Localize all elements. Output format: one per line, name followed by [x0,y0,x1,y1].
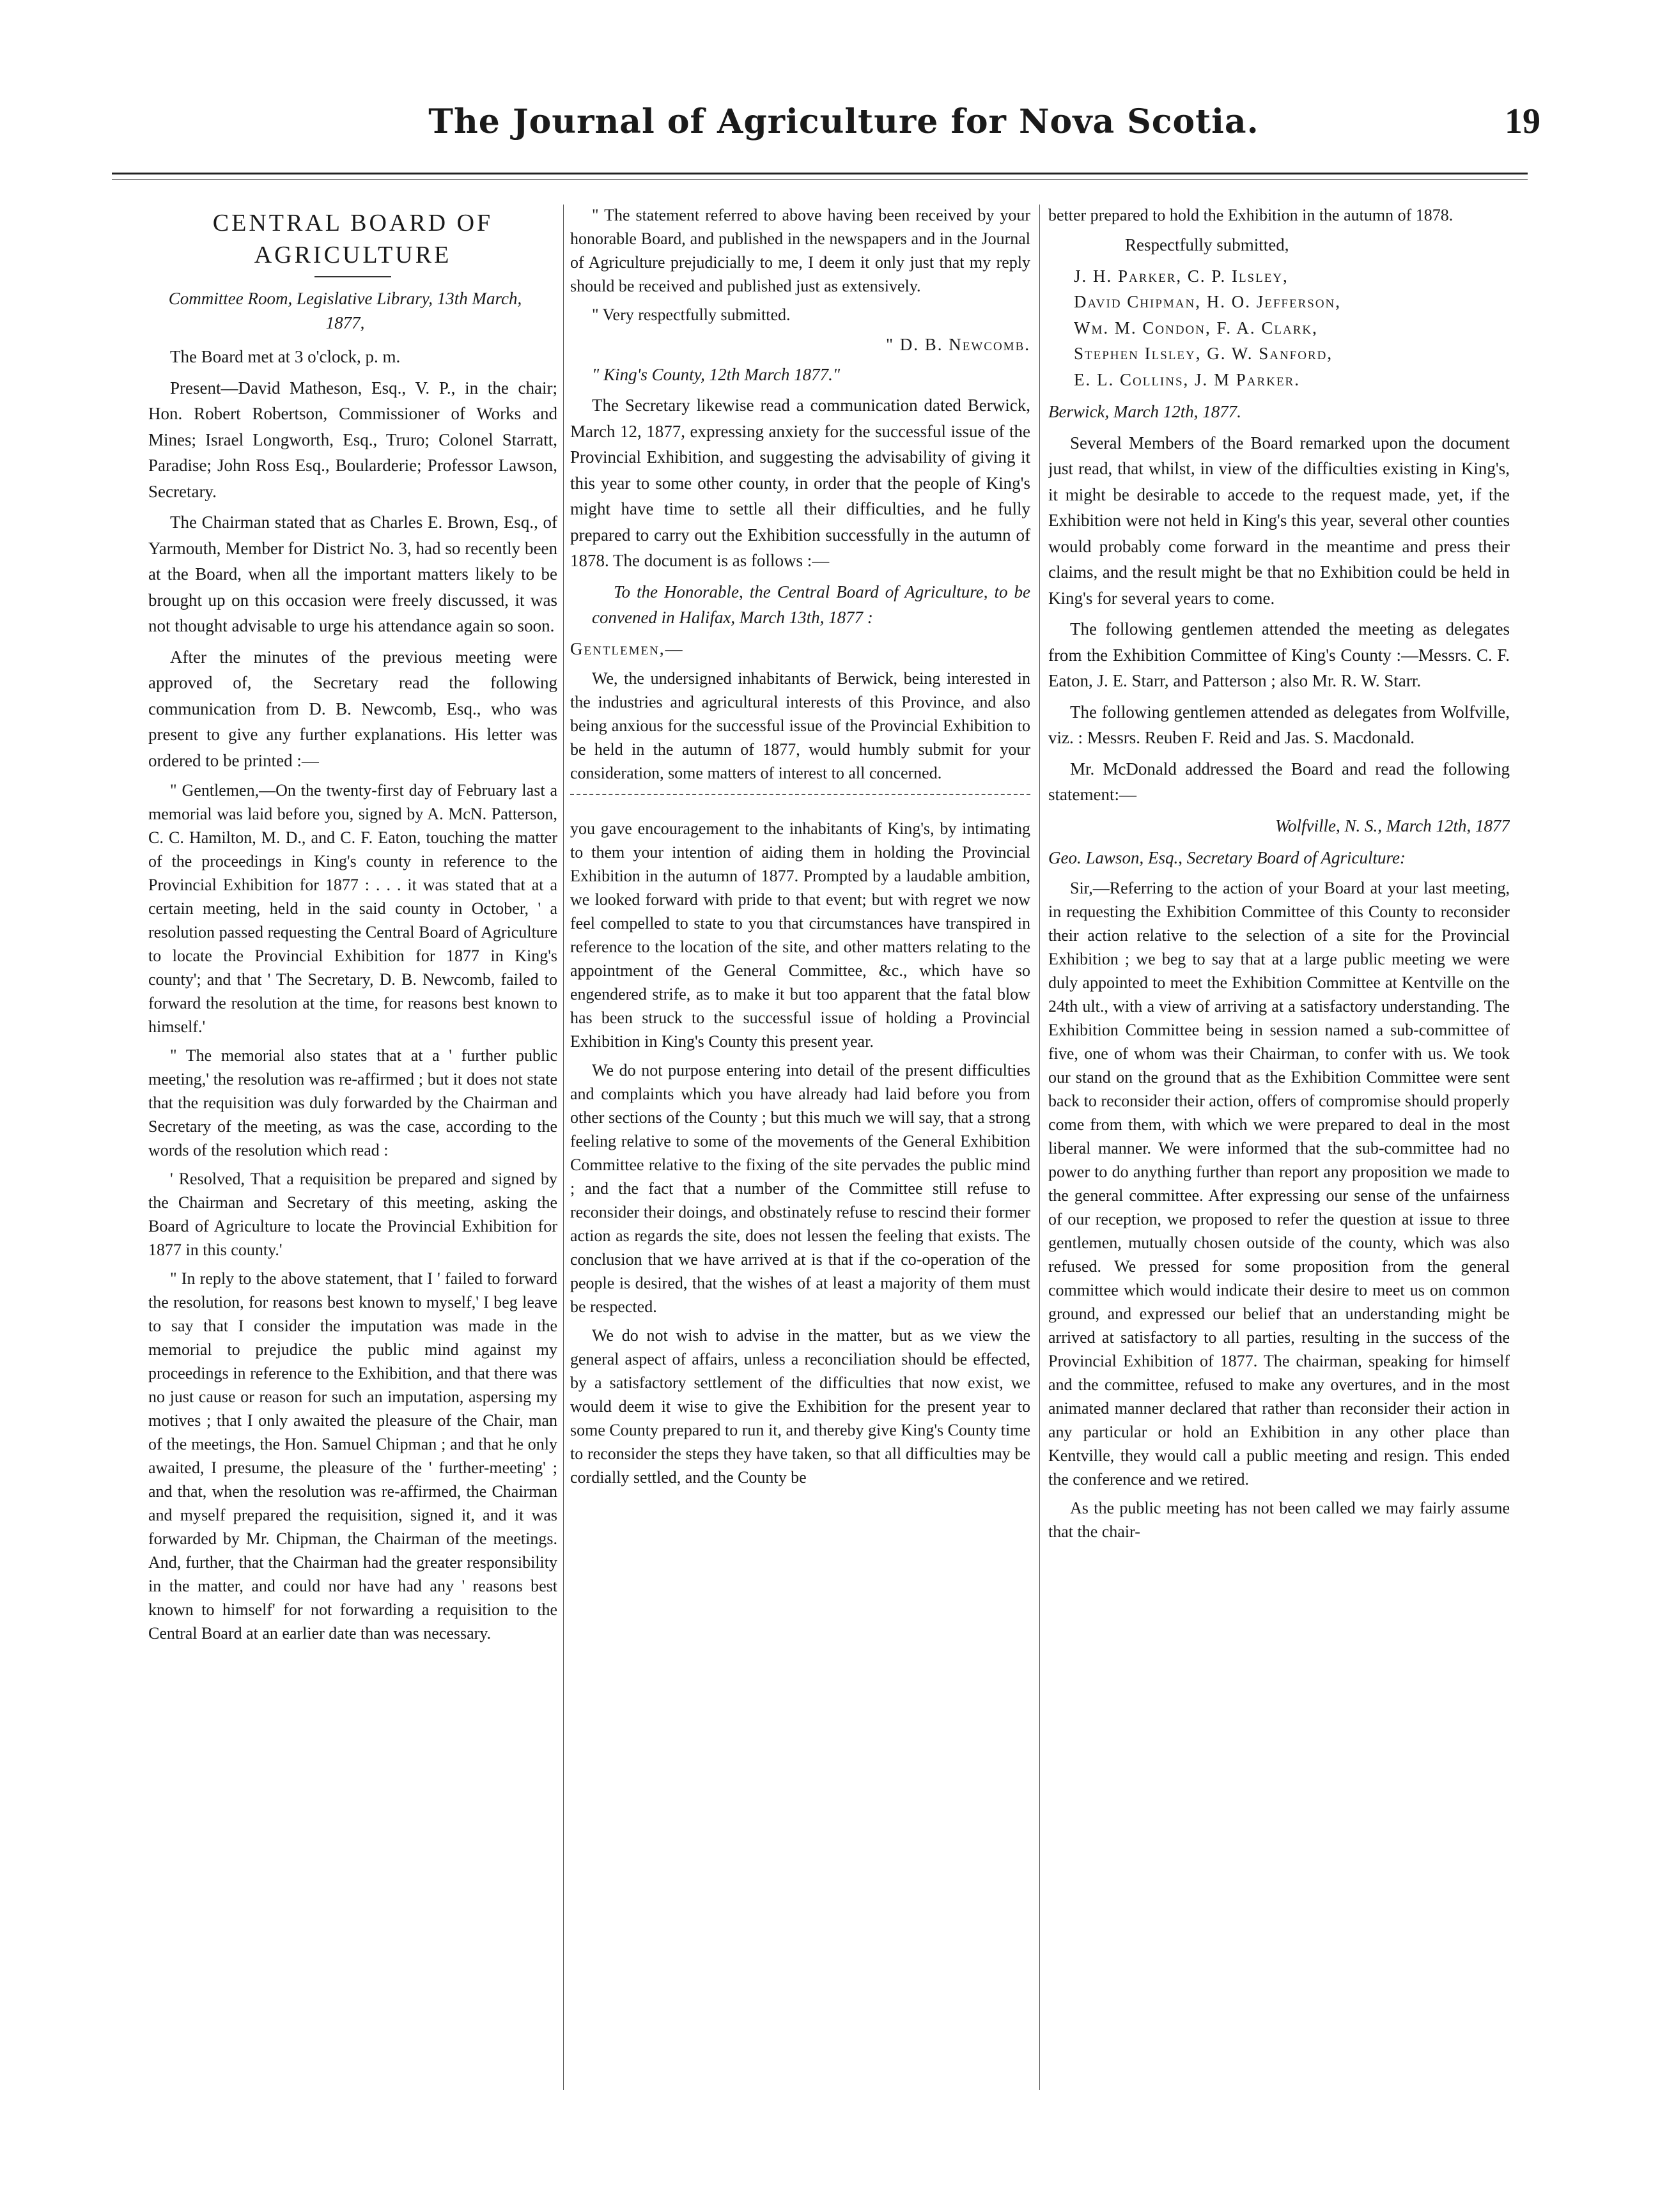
damaged-line [570,794,1030,808]
signature-place: " King's County, 12th March 1877." [592,364,841,384]
meeting-dateline: Committee Room, Legislative Library, 13th March, 1877, [168,289,522,332]
paragraph: The Secretary likewise read a communication dated Berwick, March 12, 1877, expressing anxiety for the successful issue of the Provincial Exhibition, and suggesting the advisability of giving it this year to some other county, in order that the people of King's might have time to settle all their difficulties, and he fully prepared to carry out the Exhibition successfully in the autumn of 1878. The document is as follows :— [570,396,1030,570]
paragraph: The following gentlemen attended the meeting as delegates from the Exhibition Committee of King's County :—Messrs. C. F. Eaton, J. E. Starr, and Patterson ; also Mr. R. W. Starr. [1048,619,1510,690]
paragraph: " The statement referred to above having been received by your honorable Board, and published in the newspapers and in the Journal of Agriculture prejudicially to me, I deem it only just that my reply should be received and published just as extensively. [570,206,1030,295]
signatory-row: Stephen Ilsley, G. W. Sanford, [1074,344,1333,363]
signature: " D. B. Newcomb. [885,335,1030,354]
page-header [147,96,1540,166]
paragraph: " The memorial also states that at a ' further public meeting,' the resolution was re-affirmed ; but it does not state that the requisition was duly forwarded by the Chairman and Secretary of the meeting, as was the case, according to the words of the resolution which read : [148,1046,557,1159]
letter-address: Geo. Lawson, Esq., Secretary Board of Agriculture: [1048,848,1406,867]
paragraph: The following gentlemen attended as delegates from Wolfville, viz. : Messrs. Reuben F. Reid and Jas. S. Macdonald. [1048,702,1510,747]
paragraph: you gave encouragement to the inhabitants of King's, by intimating to them your intention of aiding them in holding the Provincial Exhibition in the autumn of 1877. Prompted by a laudable ambition, we looked forward with pride to that event; but with regret we now feel compelled to state to you that circumstances have transpired in reference to the location of the site, and other matters relating to the appointment of the General Committee, &c., which have so engendered strife, as to make it but too apparent that the fatal blow has been struck to the successful issue of holding a Provincial Exhibition in King's County this present year. [570,819,1030,1051]
signatory-row: Wm. M. Condon, F. A. Clark, [1074,318,1318,337]
article-heading: CENTRAL BOARD OF AGRICULTURE [212,210,493,268]
letter-address: To the Honorable, the Central Board of Agriculture, to be convened in Halifax, March 13th, 1877 : [592,582,1030,627]
paragraph: We, the undersigned inhabitants of Berwick, being interested in the industries and agricultural interests of this Province, and also being anxious for the successful issue of the Provincial Exhibition to be held in the autumn of 1877, would humbly submit for your consideration, some matters of interest to all concerned. [570,669,1030,782]
letter-dateline: Wolfville, N. S., March 12th, 1877 [1275,816,1510,835]
column-1 [148,203,557,2095]
heading-rule [314,276,391,277]
paragraph: " Gentlemen,—On the twenty-first day of February last a memorial was laid before you, signed by A. McN. Patterson, C. C. Hamilton, M. D., and C. F. Eaton, touching the matter of the proceedings in King's county in reference to the Provincial Exhibition for 1877 : . . . it was stated that at a certain meeting, held in the said county in October, ' a resolution passed requesting the Central Board of Agriculture to locate the Provincial Exhibition for 1877 in King's county'; and that ' The Secretary, D. B. Newcomb, failed to forward the resolution at the time, for reasons best known to himself.' [148,781,557,1036]
paragraph: Present—David Matheson, Esq., V. P., in the chair; Hon. Robert Robertson, Commissioner of Works and Mines; Israel Longworth, Esq., Truro; Colonel Starratt, Paradise; John Ross Esq., Boularderie; Professor Lawson, Secretary. [148,378,557,501]
signatory-row: E. L. Collins, J. M Parker. [1074,369,1300,389]
paragraph: As the public meeting has not been called we may fairly assume that the chair- [1048,1498,1510,1541]
paragraph: Sir,—Referring to the action of your Board at your last meeting, in requesting the Exhibition Committee of this County to reconsider their action relative to the selection of a site for the Provincial Exhibition ; we beg to say that at a large public meeting we were duly appointed to meet the Exhibition Committee at Kentville on the 24th ult., with a view of arriving at a satisfactory understanding. The Exhibition Committee being in session named a sub-committee of five, one of whom was their Chairman, to confer with us. We took our stand on the ground that as the Exhibition Committee were sent back to reconsider their action, offers of compromise should properly come from them, with which we were prepared to deal in the most liberal manner. We were informed that the sub-committee had no power to do anything further than report any proposition we made to the general committee. After expressing our sense of the unfairness of our reception, we proposed to refer the question at issue to three gentlemen, mutually chosen outside of the county, which was also refused. We pressed for some proposition from the general committee which would indicate their desire to meet us on common ground, and expressed our belief that an understanding might be arrived at satisfactory to all parties, resulting in the success of the Provincial Exhibition of 1877. The chairman, speaking for himself and the committee, refused to make any overtures, and in the most animated manner declared that rather than reconsider their action in any particular or hold an Exhibition in any other place than Kentville, they would call a public meeting and resign. This ended the conference and we retired. [1048,878,1510,1489]
header-rule [112,173,1528,174]
paragraph: ' Resolved, That a requisition be prepared and signed by the Chairman and Secretary of this meeting, asking the Board of Agriculture to locate the Provincial Exhibition for 1877 in this county.' [148,1170,557,1259]
salutation: Gentlemen,— [570,638,684,658]
paragraph: " In reply to the above statement, that I ' failed to forward the resolution, for reasons best known to myself,' I beg leave to say that I consider the imputation was made in the memorial to prejudice the public mind against my proceedings in reference to the Exhibition, and that there was no just cause or reason for such an imputation, aspersing my motives ; that I only awaited the pleasure of the Chair, man of the meetings, the Hon. Samuel Chipman ; and that he only awaited, I presume, the pleasure of the ' further-meeting' ; and that, when the resolution was re-affirmed, the Chairman and myself prepared the requisition, signed it, and it was forwarded by Mr. Chipman, the Chairman of the meetings. And, further, that the Chairman had the greater responsibility in the matter, and could nor have had any ' reasons best known to himself' for not forwarding a requisition to the Central Board at an earlier date than was necessary. [148,1269,557,1643]
signatory-row: J. H. Parker, C. P. Ilsley, [1074,266,1289,286]
signatories [1074,263,1510,393]
header-rule-thin [112,179,1528,180]
respectfully-submitted: Respectfully submitted, [1125,235,1289,254]
place-date: Berwick, March 12th, 1877. [1048,402,1241,421]
column-divider-2 [1039,205,1040,2090]
paragraph: The Chairman stated that as Charles E. Brown, Esq., of Yarmouth, Member for District No. 3, had so recently been at the Board, when all the important matters likely to be brought up on this occasion were freely discussed, it was not thought advisable to urge his attendance again so soon. [148,513,557,635]
paragraph: better prepared to hold the Exhibition in the autumn of 1878. [1048,206,1454,224]
column-2 [570,203,1030,2095]
paragraph: The Board met at 3 o'clock, p. m. [170,347,401,366]
signatory-row: David Chipman, H. O. Jefferson, [1074,292,1342,311]
column-divider-1 [563,205,564,2090]
paragraph: " Very respectfully submitted. [592,306,791,324]
paragraph: Mr. McDonald addressed the Board and read the following statement:— [1048,759,1510,804]
paragraph: Several Members of the Board remarked upon the document just read, that whilst, in view of the difficulties existing in King's, it might be desirable to accede to the request made, yet, if the Exhibition were not held in King's this year, several other counties would probably come forward in the meantime and press their claims, and the result might be that no Exhibition could be held in King's for several years to come. [1048,433,1510,608]
page-number: 19 [1505,102,1540,141]
paragraph: We do not purpose entering into detail of the present difficulties and complaints which you have already had laid before you from other sections of the County ; but this much we will say, that a strong feeling relative to some of the movements of the General Exhibition Committee relative to the fixing of the site pervades the public mind ; and the fact that a number of the Committee still refuse to reconsider their doings, and obstinately refuse to rescind their former action as regards the site, does not lessen the feeling that exists. The conclusion that we have arrived at is that if the co-operation of the people is desired, that the wishes of at least a majority of them must be respected. [570,1061,1030,1316]
paragraph: We do not wish to advise in the matter, but as we view the general aspect of affairs, unless a reconciliation should be effected, by a satisfactory settlement of the difficulties that now exist, we would deem it wise to give the Exhibition for the present year to some County prepared to run it, and thereby give King's County time to reconsider the steps they have taken, so that all difficulties may be cordially settled, and the County be [570,1326,1030,1487]
paragraph: After the minutes of the previous meeting were approved of, the Secretary read the following communication from D. B. Newcomb, Esq., who was present to give any further explanations. His letter was ordered to be printed :— [148,647,557,770]
running-title: The Journal of Agriculture for Nova Scotia. [428,102,1259,141]
column-3 [1048,203,1510,2095]
